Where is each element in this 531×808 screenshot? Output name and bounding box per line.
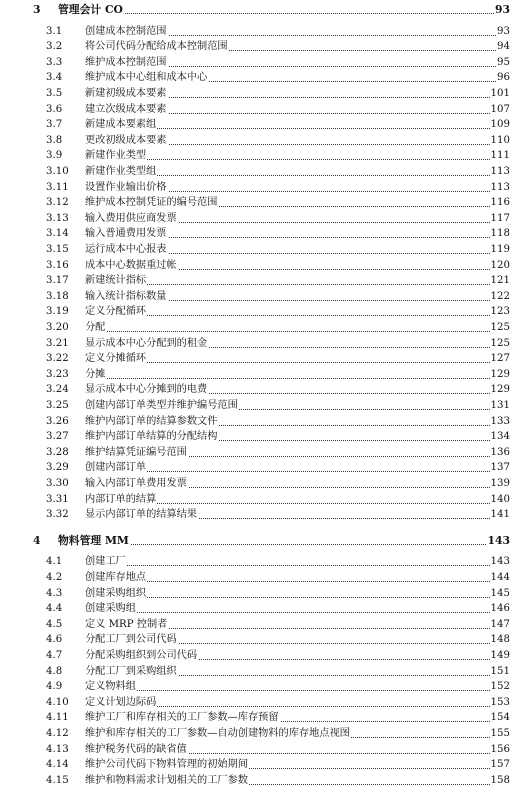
entry-number: 4.15 [46, 774, 69, 786]
page-number: 146 [490, 603, 510, 615]
toc-entry[interactable] [0, 242, 531, 257]
entry-title: 显示成本中心分摊到的电费 [85, 384, 208, 396]
toc-entry[interactable] [0, 460, 531, 475]
toc-entry[interactable] [0, 258, 531, 273]
entry-number: 4.3 [46, 587, 63, 599]
page-number: 143 [490, 556, 510, 568]
toc-entry[interactable] [0, 710, 531, 725]
entry-title: 分配工厂到公司代码 [85, 634, 177, 646]
toc-entry[interactable] [0, 617, 531, 632]
dot-leader [85, 284, 510, 285]
dot-leader [58, 13, 510, 14]
toc-entry[interactable] [0, 726, 531, 741]
chapter-number: 3 [33, 3, 41, 16]
entry-title: 维护和库存相关的工厂参数—自动创建物料的库存地点视图 [85, 728, 350, 739]
page-number: 136 [490, 446, 510, 458]
entry-title: 创建采购组织 [85, 587, 147, 599]
entry-number: 3.30 [46, 478, 69, 489]
toc-entry[interactable] [0, 601, 531, 616]
page-number: 118 [490, 228, 510, 240]
toc-entry[interactable] [0, 289, 531, 304]
entry-number: 3.5 [46, 88, 63, 99]
entry-title: 定义分配循环 [85, 306, 147, 318]
toc-entry[interactable] [0, 70, 531, 85]
page-number: 152 [490, 681, 510, 693]
toc-entry[interactable] [0, 24, 531, 39]
toc-entry[interactable] [0, 211, 531, 226]
dot-leader [85, 581, 510, 582]
entry-number: 3.27 [46, 431, 69, 443]
entry-number: 4.8 [46, 665, 63, 677]
page-number: 129 [490, 384, 510, 396]
page-number: 113 [490, 166, 510, 177]
page-number: 155 [490, 728, 510, 739]
page-number: 121 [490, 275, 510, 287]
toc-entry[interactable] [0, 429, 531, 444]
entry-number: 4.12 [46, 728, 69, 739]
dot-leader [85, 362, 510, 363]
page-number: 153 [490, 696, 510, 708]
entry-number: 3.10 [46, 166, 69, 177]
entry-number: 3.13 [46, 212, 69, 224]
page-number: 148 [490, 634, 510, 646]
toc-entry[interactable] [0, 570, 531, 585]
toc-entry[interactable] [0, 632, 531, 647]
entry-number: 3.4 [46, 72, 63, 84]
entry-number: 3.9 [46, 150, 63, 162]
page-number: 123 [490, 306, 510, 318]
entry-title: 分配采购组织到公司代码 [85, 650, 198, 661]
page-number: 149 [490, 650, 510, 661]
chapter-number: 4 [33, 533, 41, 547]
entry-number: 3.21 [46, 337, 69, 349]
chapter-title: 管理会计 CO [58, 3, 123, 16]
page-number: 120 [490, 259, 510, 271]
toc-entry[interactable] [0, 586, 531, 601]
page-number: 127 [490, 353, 510, 365]
toc-chapter-heading[interactable] [0, 533, 531, 548]
dot-leader [85, 378, 510, 379]
page-number: 158 [490, 774, 510, 786]
entry-number: 4.7 [46, 650, 63, 661]
toc-entry[interactable] [0, 86, 531, 101]
page-number: 137 [490, 462, 510, 474]
dot-leader [85, 565, 510, 566]
page-number: 96 [497, 72, 510, 84]
entry-number: 3.3 [46, 56, 63, 68]
page-number: 157 [490, 759, 510, 771]
toc-entry[interactable] [0, 414, 531, 429]
entry-title: 维护结算凭证编号范围 [85, 446, 187, 458]
entry-number: 3.15 [46, 244, 69, 255]
entry-number: 3.29 [46, 462, 69, 474]
entry-number: 3.16 [46, 259, 69, 271]
entry-title: 创建库存地点 [85, 572, 147, 583]
toc-entry[interactable] [0, 773, 531, 788]
dot-leader [85, 471, 510, 472]
dot-leader [85, 331, 510, 332]
toc-entry[interactable] [0, 648, 531, 663]
entry-number: 4.1 [46, 556, 63, 568]
page-number: 122 [490, 290, 510, 302]
page-number: 109 [490, 119, 510, 131]
toc-chapter-heading[interactable] [0, 2, 531, 17]
entry-title: 输入内部订单费用发票 [85, 478, 187, 489]
entry-number: 4.4 [46, 603, 63, 615]
entry-title: 运行成本中心报表 [85, 244, 167, 255]
page-number: 93 [494, 3, 510, 16]
page-number: 95 [497, 56, 510, 68]
chapter-title: 物料管理 MM [58, 533, 129, 547]
toc-entry[interactable] [0, 382, 531, 397]
toc-entry[interactable] [0, 39, 531, 54]
entry-number: 3.22 [46, 353, 69, 365]
entry-number: 4.6 [46, 634, 63, 646]
page-number: 156 [490, 743, 510, 755]
toc-entry[interactable] [0, 664, 531, 679]
entry-title: 显示成本中心分配到的租金 [85, 337, 208, 349]
page-number: 139 [490, 478, 510, 489]
entry-number: 3.32 [46, 509, 69, 521]
entry-title: 创建成本控制范围 [85, 25, 167, 37]
entry-number: 3.20 [46, 322, 69, 333]
entry-title: 分配工厂到采购组织 [85, 665, 177, 677]
toc-entry[interactable] [0, 757, 531, 772]
page-number: 134 [490, 431, 510, 443]
page-number: 154 [490, 712, 510, 724]
toc-entry[interactable] [0, 304, 531, 319]
toc-entry[interactable] [0, 148, 531, 163]
page-number: 117 [490, 212, 510, 224]
page-number: 131 [490, 400, 510, 411]
toc-entry[interactable] [0, 507, 531, 522]
entry-number: 4.13 [46, 743, 69, 755]
entry-title: 维护成本控制范围 [85, 56, 167, 68]
entry-title: 维护公司代码下物料管理的初始期间 [85, 759, 248, 771]
entry-title: 分摊 [85, 368, 106, 380]
entry-number: 3.7 [46, 119, 63, 131]
entry-number: 3.19 [46, 306, 69, 318]
page-number: 125 [490, 337, 510, 349]
entry-number: 3.25 [46, 400, 69, 411]
dot-leader [85, 690, 510, 691]
entry-title: 定义计划边际码 [85, 696, 157, 708]
entry-number: 3.18 [46, 290, 69, 302]
toc-entry[interactable] [0, 320, 531, 335]
page-number: 144 [490, 572, 510, 583]
page-number: 107 [490, 103, 510, 115]
entry-title: 创建内部订单类型并维护编号范围 [85, 400, 238, 411]
entry-number: 3.24 [46, 384, 69, 396]
toc-entry[interactable] [0, 164, 531, 179]
page-number: 129 [490, 368, 510, 380]
entry-title: 维护内部订单的结算参数文件 [85, 415, 218, 427]
dot-leader [85, 159, 510, 160]
entry-number: 3.6 [46, 103, 63, 115]
entry-title: 成本中心数据重过帐 [85, 259, 177, 271]
page-number: 110 [490, 134, 510, 146]
entry-title: 新建统计指标 [85, 275, 147, 287]
entry-title: 定义物料组 [85, 681, 136, 693]
toc-entry[interactable] [0, 695, 531, 710]
page-number: 147 [490, 618, 510, 630]
entry-title: 将公司代码分配给成本控制范围 [85, 41, 228, 53]
entry-title: 输入费用供应商发票 [85, 212, 177, 224]
toc-entry[interactable] [0, 398, 531, 413]
entry-title: 输入统计指标数量 [85, 290, 167, 302]
toc-entry[interactable] [0, 226, 531, 241]
page-number: 141 [490, 509, 510, 521]
entry-number: 4.5 [46, 618, 63, 630]
dot-leader [85, 612, 510, 613]
toc-entry[interactable] [0, 195, 531, 210]
toc-entry[interactable] [0, 180, 531, 195]
entry-title: 更改初级成本要素 [85, 134, 167, 146]
entry-title: 输入普通费用发票 [85, 228, 167, 240]
entry-title: 创建内部订单 [85, 462, 147, 474]
entry-number: 3.8 [46, 134, 63, 146]
toc-entry[interactable] [0, 336, 531, 351]
page-number: 93 [497, 25, 510, 37]
page-number: 125 [490, 322, 510, 333]
entry-number: 3.14 [46, 228, 69, 240]
toc-entry[interactable] [0, 554, 531, 569]
page-number: 101 [490, 88, 510, 99]
entry-title: 新建成本要素组 [85, 119, 157, 131]
dot-leader [85, 597, 510, 598]
entry-number: 3.17 [46, 275, 69, 287]
entry-number: 3.23 [46, 368, 69, 380]
page-number: 119 [490, 244, 510, 255]
entry-title: 维护税务代码的缺省值 [85, 743, 187, 755]
page-number: 113 [490, 181, 510, 193]
toc-entry[interactable] [0, 679, 531, 694]
entry-title: 分配 [85, 322, 106, 333]
entry-title: 设置作业输出价格 [85, 181, 167, 193]
entry-title: 维护成本控制凭证的编号范围 [85, 197, 218, 209]
page-number: 133 [490, 415, 510, 427]
entry-title: 创建工厂 [85, 556, 126, 568]
entry-number: 3.1 [46, 25, 63, 37]
entry-number: 4.14 [46, 759, 69, 771]
entry-title: 新建初级成本要素 [85, 88, 167, 99]
toc-entry[interactable] [0, 102, 531, 117]
entry-title: 维护成本中心组和成本中心 [85, 72, 208, 84]
entry-title: 显示内部订单的结算结果 [85, 509, 198, 521]
entry-title: 定义 MRP 控制者 [85, 618, 168, 630]
page-number: 140 [490, 493, 510, 505]
entry-title: 内部订单的结算 [85, 493, 157, 505]
page-number: 145 [490, 587, 510, 599]
toc-entry[interactable] [0, 367, 531, 382]
entry-number: 3.2 [46, 41, 63, 53]
entry-title: 新建作业类型 [85, 150, 147, 162]
toc-entry[interactable] [0, 117, 531, 132]
toc-entry[interactable] [0, 55, 531, 70]
entry-title: 建立次级成本要素 [85, 103, 167, 115]
entry-title: 维护内部订单结算的分配结构 [85, 431, 218, 443]
toc-entry[interactable] [0, 133, 531, 148]
entry-number: 3.31 [46, 493, 69, 505]
entry-number: 3.11 [46, 181, 69, 193]
page-number: 143 [487, 533, 510, 547]
toc-entry[interactable] [0, 742, 531, 757]
entry-title: 新建作业类型组 [85, 166, 157, 177]
entry-title: 定义分摊循环 [85, 353, 147, 365]
page-number: 111 [490, 150, 510, 162]
dot-leader [85, 315, 510, 316]
page-number: 151 [490, 665, 510, 677]
entry-number: 4.11 [46, 712, 69, 724]
toc-entry[interactable] [0, 492, 531, 507]
entry-number: 3.28 [46, 446, 69, 458]
entry-title: 创建采购组 [85, 603, 136, 615]
toc-entry[interactable] [0, 476, 531, 491]
entry-title: 维护工厂和库存相关的工厂参数—库存预留 [85, 712, 279, 724]
toc-entry[interactable] [0, 351, 531, 366]
entry-title: 维护和物料需求计划相关的工厂参数 [85, 774, 248, 786]
page-number: 116 [490, 197, 510, 209]
toc-entry[interactable] [0, 273, 531, 288]
entry-number: 4.9 [46, 681, 63, 693]
toc-entry[interactable] [0, 445, 531, 460]
entry-number: 4.2 [46, 572, 63, 583]
page-number: 94 [497, 41, 510, 53]
entry-number: 3.26 [46, 415, 69, 427]
entry-number: 4.10 [46, 696, 69, 708]
entry-number: 3.12 [46, 197, 69, 209]
